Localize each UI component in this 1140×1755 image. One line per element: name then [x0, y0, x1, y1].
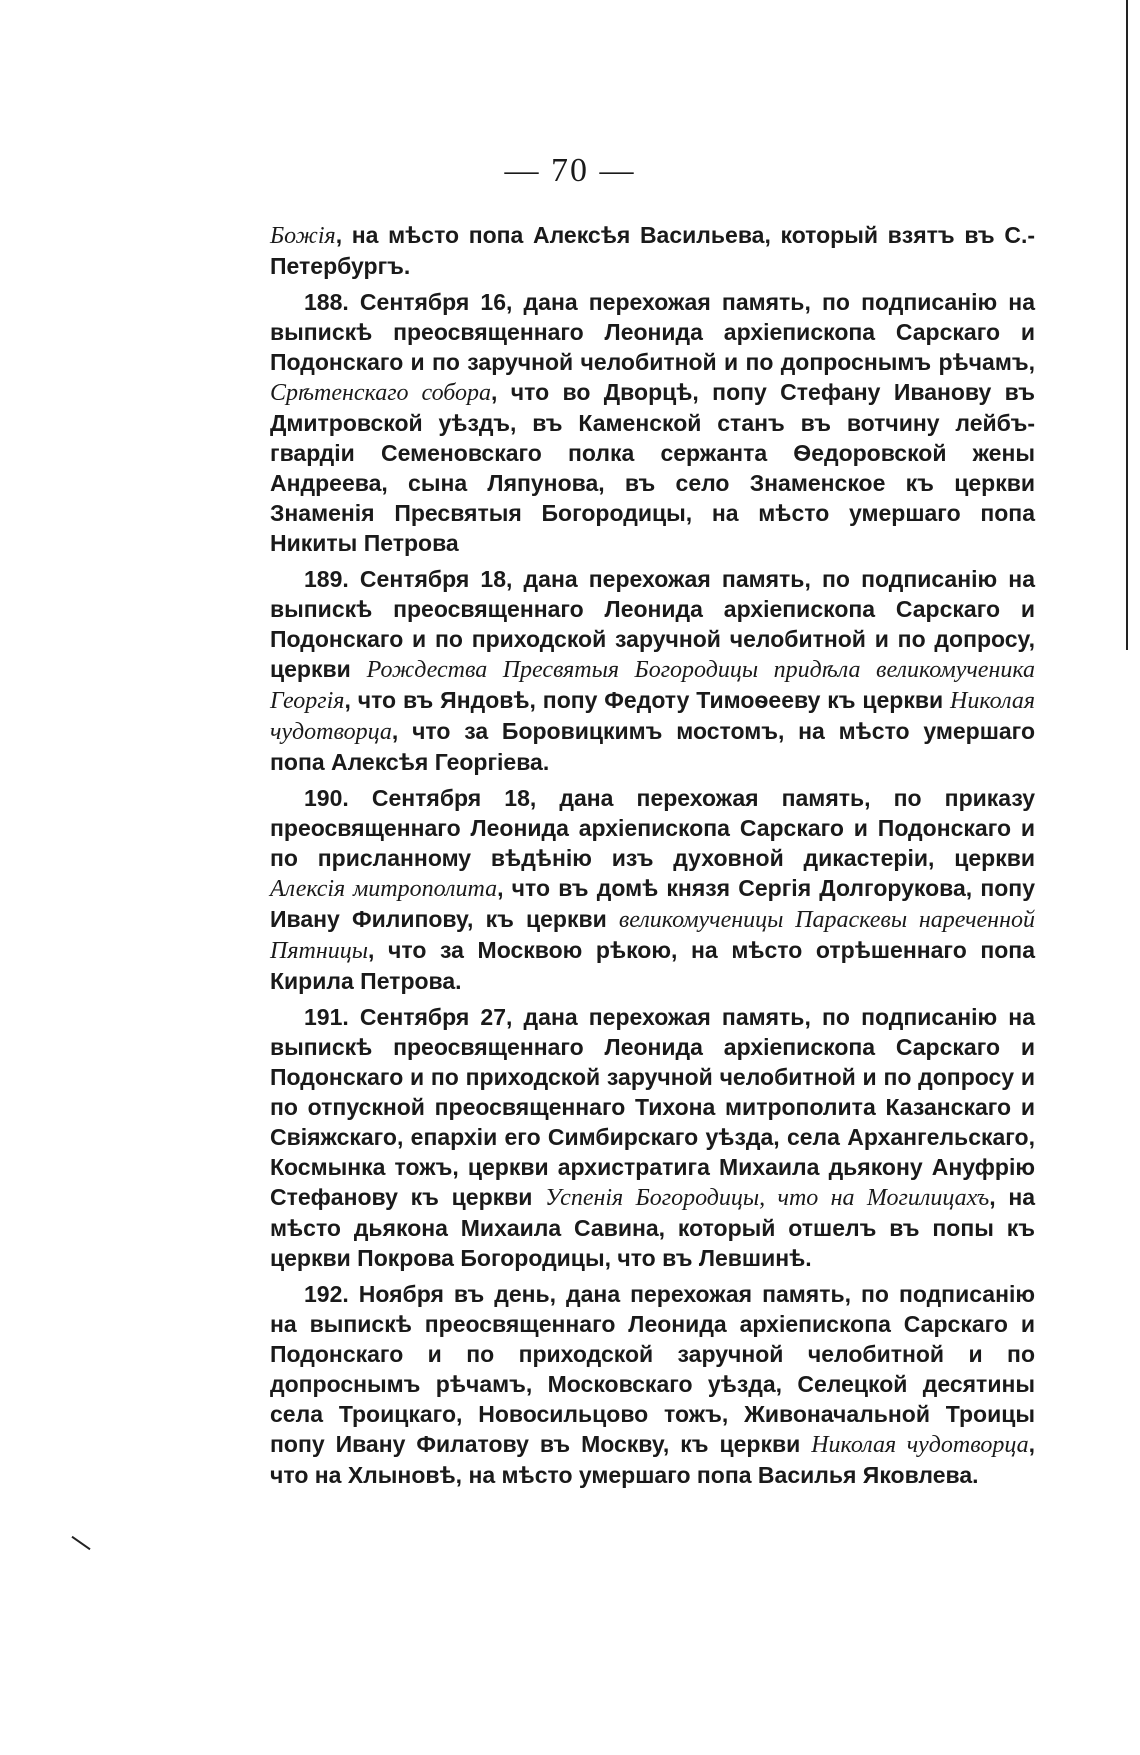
entry-segment: , на мѣсто дьякона Михаила Савина, который отшелъ въ попы къ церкви Покрова Богородицы, что въ Левшинѣ. [270, 1184, 1035, 1271]
entry-segment: , на мѣсто попа Алексѣя Васильева, который взятъ въ С.-Петербургъ. [270, 222, 1035, 279]
entry-segment: Рождества Пресвятыя Богородицы придѣла великомученика Георгiя [270, 657, 1035, 714]
entry-segment: , что за Боровицкимъ мостомъ, на мѣсто умершаго попа Алексѣя Георгiева. [270, 718, 1035, 775]
entry-segment: , что въ домѣ князя Сергiя Долгорукова, попу Ивану Филипову, къ церкви [270, 875, 1035, 932]
entry-segment: Николая чудотворца [811, 1432, 1029, 1458]
entry-segment: 190. Сентября 18, дана перехожая память, по приказу преосвященнаго Леонида архiепископа Сарскаго и Подонскаго и по присланному вѣдѣнiю изъ духовной дикастерiи, церкви [270, 785, 1035, 871]
entry-segment: , что въ Яндовѣ, попу Федоту Тимоѳееву къ церкви [344, 687, 951, 713]
entry-segment: Срѣтенскаго собора [270, 380, 492, 406]
entry-190 [270, 783, 1035, 996]
entry-segment: , что за Москвою рѣкою, на мѣсто отрѣшеннаго попа Кирила Петрова. [270, 937, 1035, 994]
entry-segment: Алексiя митрополита [270, 876, 498, 902]
entry-segment: , что во Дворцѣ, попу Стефану Иванову въ Дмитровской уѣздъ, въ Каменской станъ въ вотчину лейбъ-гвардiи Семеновскаго полка сержанта Ѳедоровской жены Андреева, сына Ляпунова, въ село Знаменское къ церкви Знаменiя Пресвятыя Богородицы, на мѣсто умершаго попа Никиты Петрова [270, 379, 1035, 556]
entry-segment: 188. Сентября 16, дана перехожая память, по подписанiю на выпискѣ преосвященнаго Леонида архiепископа Сарскаго и Подонскаго и по заручной челобитной и по допроснымъ рѣчамъ, [270, 289, 1035, 375]
entry-segment: Божiя [270, 223, 336, 249]
entry-segment: великомученицы Параскевы нареченной Пятницы [270, 907, 1035, 964]
entry-192 [270, 1279, 1035, 1490]
entry-188 [270, 287, 1035, 558]
entry-189 [270, 564, 1035, 777]
body-text [270, 220, 1035, 1496]
entry-segment: Николая чудотворца [270, 688, 1035, 745]
page-number: — 70 — [504, 152, 636, 189]
entry-segment: 192. Ноября въ день, дана перехожая память, по подписанiю на выпискѣ преосвященнаго Леонида архiепископа Сарскаго и Подонскаго и по приходской заручной челобитной и по допроснымъ рѣчамъ, Московскаго уѣзда, Селецкой десятины села Троицкаго, Новосильцово тожъ, Живоначальной Троицы попу Ивану Филатову въ Москву, къ церкви [270, 1281, 1035, 1457]
entry-segment: 191. Сентября 27, дана перехожая память, по подписанiю на выпискѣ преосвященнаго Леонида архiепископа Сарскаго и Подонскаго и по приходской заручной челобитной и по допросу и по отпускной преосвященнаго Тихона митрополита Казанскаго и Свiяжскаго, епархiи его Симбирскаго уѣзда, села Архангельскаго, Космынка тожъ, церкви архистратига Михаила дьякону Ануфрiю Стефанову къ церкви [270, 1004, 1035, 1210]
entry-continuation [270, 220, 1035, 281]
entry-segment: , что на Хлыновѣ, на мѣсто умершаго попа Василья Яковлева. [270, 1431, 1036, 1488]
entry-segment: 189. Сентября 18, дана перехожая память, по подписанiю на выпискѣ преосвященнаго Леонида архiепископа Сарскаго и Подонскаго и по приходской заручной челобитной и по допросу, церкви [270, 566, 1035, 682]
entry-segment: Успенiя Богородицы, что на Могилицахъ [545, 1185, 990, 1211]
margin-mark [71, 1536, 90, 1550]
entry-191 [270, 1002, 1035, 1273]
page-edge-mark [1122, 0, 1128, 650]
